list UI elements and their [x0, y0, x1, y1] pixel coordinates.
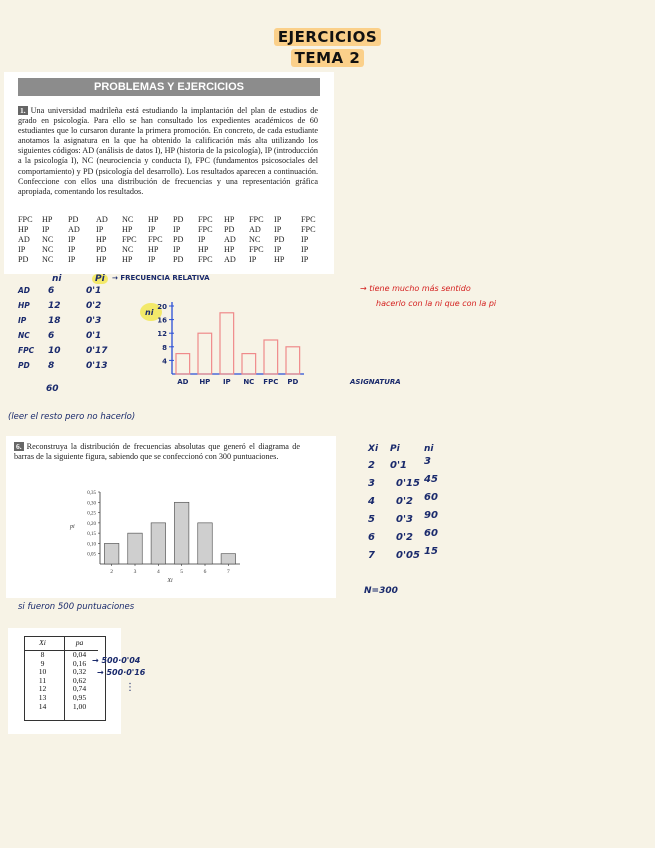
exercise-6-number: 6. — [16, 442, 22, 451]
code-cell: FPC — [198, 215, 213, 224]
pa-table-cell: 0,62 — [72, 675, 87, 685]
code-cell: IP — [301, 255, 309, 264]
x-tick-label: 4 — [156, 569, 160, 575]
pa-table-cell: 1,00 — [72, 701, 87, 711]
exercise-6-table — [360, 440, 480, 590]
t6-cell: 3 — [368, 478, 375, 489]
col-xi: Xi — [24, 636, 61, 651]
chart2-ylabel: pi — [70, 524, 75, 530]
freq-row-label: AD — [18, 286, 31, 295]
freq-row-ni: 18 — [48, 316, 61, 326]
exercise-7-block — [8, 628, 121, 734]
y-tick-label: 0,35 — [87, 491, 96, 496]
freq-row-label: FPC — [18, 346, 35, 355]
pa-table — [24, 636, 98, 711]
code-cell: IP — [173, 225, 181, 234]
pa-table-row — [24, 668, 98, 677]
code-cell: NC — [42, 235, 54, 244]
section-header: PROBLEMAS Y EJERCICIOS — [18, 78, 320, 96]
pa-table-cell: 11 — [38, 675, 47, 685]
code-cell: AD — [68, 225, 80, 234]
y-tick-label: 0,20 — [87, 521, 96, 527]
code-cell: IP — [68, 245, 76, 254]
code-cell: FPC — [198, 225, 213, 234]
bar — [198, 523, 212, 564]
pa-table-row — [24, 660, 98, 669]
code-cell: PD — [173, 235, 184, 244]
pa-table-cell: 0,04 — [72, 650, 87, 659]
code-cell: AD — [249, 225, 261, 234]
x-tick-label: 6 — [203, 569, 207, 575]
pa-table-row — [24, 651, 98, 660]
code-cell: AD — [224, 235, 236, 244]
code-cell: NC — [122, 215, 134, 224]
code-cell: IP — [42, 225, 50, 234]
freq-row-ni: 10 — [48, 346, 61, 356]
code-cell: FPC — [122, 235, 137, 244]
page-title-line1: EJERCICIOS — [0, 28, 655, 46]
t6-cell: 5 — [368, 514, 375, 525]
bar — [221, 554, 235, 564]
code-cell: PD — [96, 245, 107, 254]
pa-table-row — [24, 677, 98, 686]
t6-header: Pi — [390, 444, 400, 454]
freq-row-ni: 12 — [48, 301, 61, 311]
freq-row-label: NC — [18, 331, 30, 340]
t6-cell: 6 — [368, 532, 375, 543]
bar — [151, 523, 165, 564]
t6-cell: 45 — [424, 474, 438, 485]
n300-note: N=300 — [364, 586, 398, 596]
t6-header: Xi — [368, 444, 379, 454]
y-tick-label: 16 — [157, 316, 167, 325]
code-cell: IP — [301, 235, 309, 244]
code-cell: PD — [173, 215, 184, 224]
y-tick-label: 12 — [157, 330, 167, 339]
bar — [264, 340, 278, 374]
code-cell: IP — [274, 215, 282, 224]
code-cell: HP — [224, 215, 235, 224]
t6-cell: 0'15 — [396, 478, 420, 489]
y-tick-label: 0,15 — [87, 532, 96, 538]
code-cell: HP — [224, 245, 235, 254]
y-tick-label: 0,10 — [87, 542, 96, 548]
y-tick-label: 8 — [162, 343, 167, 352]
code-cell: FPC — [301, 215, 316, 224]
exercise-1-number: 1. — [20, 106, 26, 115]
t6-cell: 90 — [424, 510, 438, 521]
exercise-1-text — [18, 106, 318, 197]
code-cell: PD — [224, 225, 235, 234]
code-cell: FPC — [249, 245, 264, 254]
bar — [174, 502, 188, 564]
t6-cell: 0'2 — [396, 532, 413, 543]
code-cell: AD — [224, 255, 236, 264]
x-tick-label: 3 — [133, 569, 137, 575]
code-cell: HP — [122, 255, 133, 264]
exercise-6-text — [14, 442, 300, 462]
pa-table-cell: 0,32 — [72, 667, 87, 677]
t6-cell: 60 — [424, 492, 438, 503]
code-cell: IP — [274, 245, 282, 254]
pa-table-cell: 10 — [38, 667, 47, 677]
freq-row-label: PD — [18, 361, 30, 370]
code-cell: PD — [18, 255, 29, 264]
freq-row-pi: 0'1 — [86, 331, 102, 341]
t6-cell: 0'1 — [390, 460, 407, 471]
skip-note: (leer el resto pero no hacerlo) — [8, 412, 136, 422]
code-cell: IP — [68, 235, 76, 244]
code-cell: FPC — [301, 225, 316, 234]
pa-table-cell: 0,95 — [72, 692, 87, 702]
pa-table-cell: 13 — [38, 692, 47, 702]
y-tick-label: 0,05 — [87, 552, 96, 558]
t6-cell: 0'05 — [396, 550, 420, 561]
code-cell: HP — [42, 215, 53, 224]
pa-table-cell: 12 — [38, 684, 47, 694]
t6-cell: 0'2 — [396, 496, 413, 507]
freq-row-pi: 0'17 — [86, 346, 108, 356]
pa-table-cell: 0,74 — [72, 684, 87, 694]
code-cell: HP — [148, 245, 159, 254]
y-tick-label: 0,30 — [87, 501, 96, 507]
frequency-bar-chart — [140, 296, 310, 391]
bar — [242, 354, 256, 374]
t6-cell: 4 — [368, 496, 375, 507]
code-cell: PD — [274, 235, 285, 244]
pa-table-cell: 14 — [38, 701, 47, 711]
freq-row-pi: 0'2 — [86, 301, 102, 311]
x-tick-label: FPC — [263, 378, 279, 386]
x-tick-label: 2 — [110, 569, 114, 575]
exercise-1-block — [4, 72, 334, 274]
pa-table-row — [24, 703, 98, 712]
code-cell: NC — [42, 245, 54, 254]
code-cell: HP — [274, 255, 285, 264]
t6-cell: 2 — [368, 460, 375, 471]
code-cell: IP — [18, 245, 26, 254]
code-cell: FPC — [18, 215, 33, 224]
pi-note: → FRECUENCIA RELATIVA — [112, 274, 210, 282]
t6-cell: 0'3 — [396, 514, 413, 525]
code-cell: FPC — [198, 255, 213, 264]
chart1-xlabel: ASIGNATURA — [350, 378, 401, 386]
code-cell: NC — [42, 255, 54, 264]
col-ni-header: ni — [52, 274, 62, 284]
page-title-line2: TEMA 2 — [0, 49, 655, 67]
x-tick-label: PD — [287, 378, 299, 386]
code-cell: PD — [68, 215, 79, 224]
pa-table-cell: 8 — [40, 650, 45, 659]
pa-table-cell: 0,16 — [72, 658, 87, 668]
bar — [220, 313, 234, 374]
code-cell: IP — [249, 255, 257, 264]
freq-row-label: IP — [18, 316, 27, 325]
code-cell: IP — [148, 255, 156, 264]
freq-row-ni: 6 — [48, 331, 55, 341]
freq-row-pi: 0'3 — [86, 316, 102, 326]
pa-table-row — [24, 685, 98, 694]
exercise-6-block — [6, 436, 336, 598]
code-cell: IP — [148, 225, 156, 234]
code-cell: AD — [96, 215, 108, 224]
t6-cell: 15 — [424, 546, 438, 557]
code-cell: FPC — [148, 235, 163, 244]
code-cell: IP — [173, 245, 181, 254]
col-pa: pa — [61, 636, 98, 651]
t6-cell: 60 — [424, 528, 438, 539]
freq-row-ni: 6 — [48, 286, 55, 296]
code-cell: NC — [249, 235, 261, 244]
calc-note-1: → 500·0'04 — [92, 656, 141, 665]
code-cell: HP — [96, 255, 107, 264]
chart1-ylabel: ni — [145, 308, 154, 317]
pi-note-text: FRECUENCIA RELATIVA — [120, 274, 210, 282]
code-cell: HP — [198, 245, 209, 254]
x-tick-label: HP — [199, 378, 211, 386]
x-tick-label: AD — [177, 378, 189, 386]
y-tick-label: 20 — [157, 303, 167, 311]
bar — [128, 533, 142, 564]
pi-bar-chart — [62, 486, 252, 584]
red-note-line2: hacerlo con la ni que con la pi — [376, 299, 497, 308]
t6-cell: 3 — [424, 456, 431, 467]
bar — [198, 333, 212, 374]
bar — [176, 354, 190, 374]
code-cell: IP — [96, 225, 104, 234]
code-cell: HP — [148, 215, 159, 224]
calc-note-2: → 500·0'16 — [97, 668, 146, 677]
code-cell: NC — [122, 245, 134, 254]
code-cell: IP — [68, 255, 76, 264]
t6-header: ni — [424, 444, 434, 454]
x-tick-label: NC — [243, 378, 255, 386]
pa-table-cell: 9 — [40, 658, 45, 668]
code-cell: IP — [274, 225, 282, 234]
code-cell: FPC — [249, 215, 264, 224]
calc-dots: ⋮ — [125, 682, 135, 693]
n500-note: si fueron 500 puntuaciones — [18, 602, 135, 612]
y-tick-label: 0,25 — [87, 511, 96, 517]
code-cell: HP — [18, 225, 29, 234]
col-pi-header: Pi — [92, 274, 108, 284]
code-cell: HP — [96, 235, 107, 244]
freq-total: 60 — [46, 384, 59, 394]
code-cell: HP — [122, 225, 133, 234]
code-cell: AD — [18, 235, 30, 244]
bar — [286, 347, 300, 374]
x-tick-label: 5 — [180, 569, 184, 575]
freq-row-label: HP — [18, 301, 30, 310]
chart2-xlabel: Xi — [167, 578, 173, 584]
red-note-line1: → tiene mucho más sentido — [360, 284, 471, 293]
freq-row-pi: 0'1 — [86, 286, 102, 296]
x-tick-label: 7 — [226, 569, 230, 575]
t6-cell: 7 — [368, 550, 375, 561]
freq-row-ni: 8 — [48, 361, 55, 371]
freq-row-pi: 0'13 — [86, 361, 108, 371]
code-cell: PD — [173, 255, 184, 264]
exercise-1-body: Una universidad madrileña está estudiando la implantación del plan de estudios de grado en psicología. Para ello se han consultado los expedientes académicos de 60 estudiantes que lo cursaron durante la primera promoción. En concreto, de cada estudiante anotamos la asignatura en la que ha obtenido la calificación más alta utilizando los siguientes códigos: AD (análisis de datos I), HP (historia de la psicología), IP (introducción a la psicología I), NC (neurociencia y conducta I), FPC (fundamentos psicosociales del comportamiento) y PD (psicología del desarrollo). Los resultados aparecen a continuación. Confeccione con ellos una distribución de frecuencias y una representación gráfica apropiada, comentando los resultados. — [18, 106, 318, 196]
code-cell: IP — [301, 245, 309, 254]
y-tick-label: 4 — [162, 357, 167, 366]
code-cell: IP — [198, 235, 206, 244]
bar — [104, 543, 118, 564]
pa-table-row — [24, 694, 98, 703]
x-tick-label: IP — [222, 378, 231, 386]
exercise-6-body: Reconstruya la distribución de frecuencias absolutas que generó el diagrama de barras de la siguiente figura, sabiendo que se confeccionó con 300 puntuaciones. — [14, 442, 300, 462]
